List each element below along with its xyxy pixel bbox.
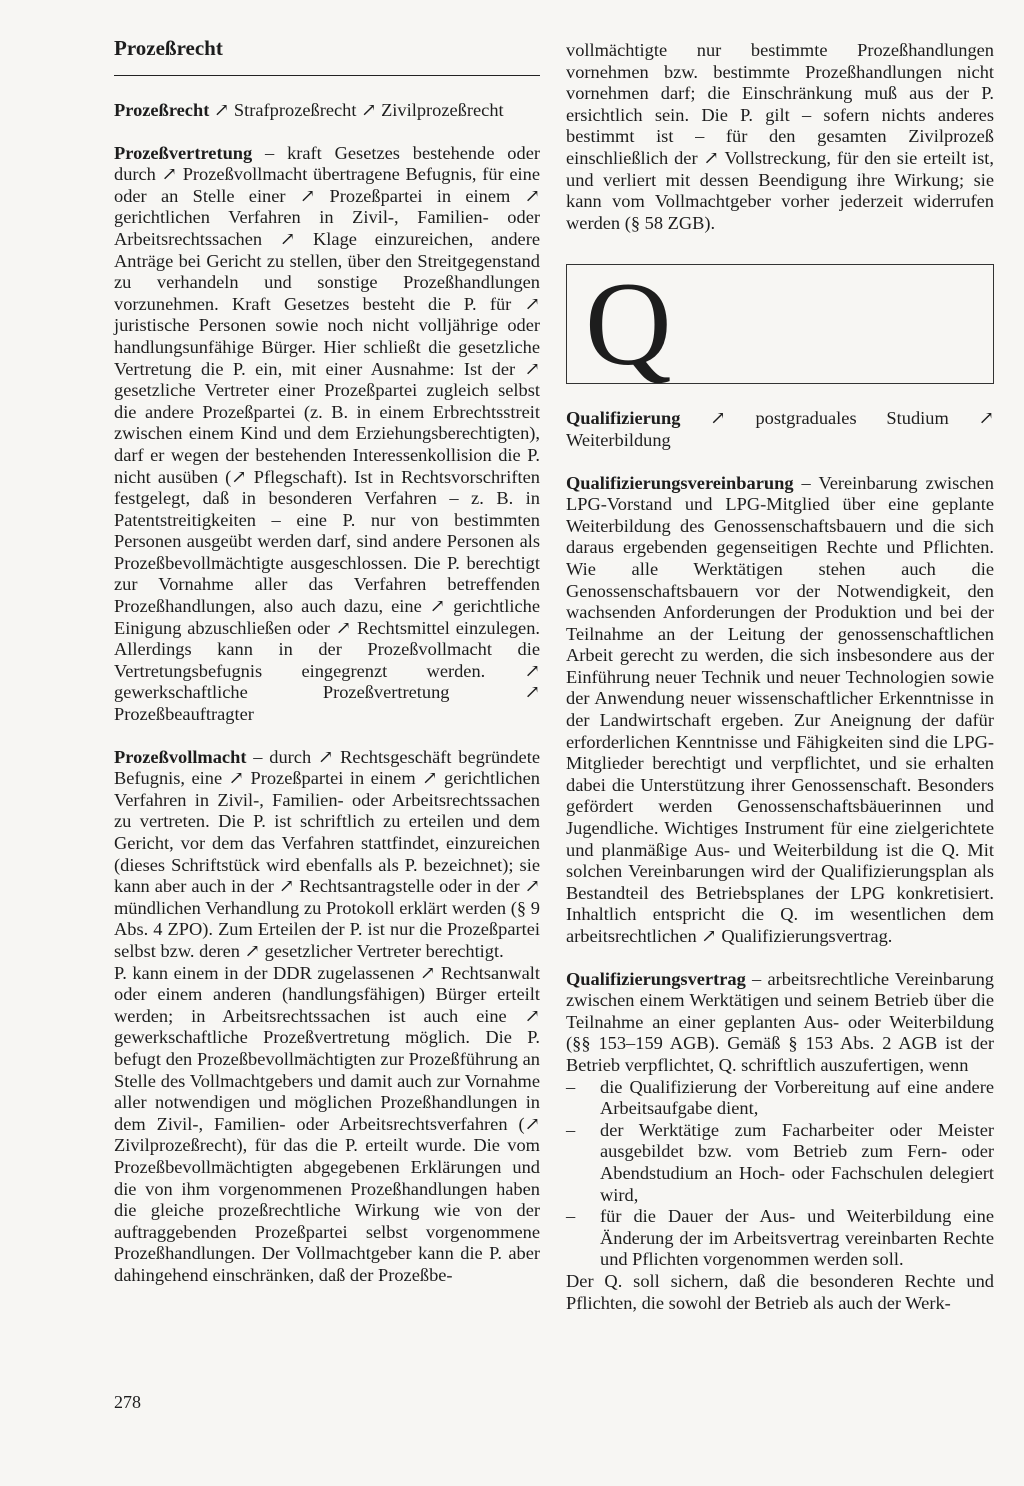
entry-prozessvollmacht [114, 747, 540, 1287]
entry-headword: Prozeßrecht [114, 100, 210, 120]
entry-headword: Prozeßvollmacht [114, 746, 247, 767]
entry-paragraph: P. kann einem in der DDR zugelassenen ↗ Rechtsanwalt oder einem anderen (handlungsfähigen) Bürger erteilt werden; in Arbeitsrechtssachen ist auch eine ↗ gewerkschaftliche Prozeßvertretung möglich. Die P. befugt den Prozeßbevollmächtigten zur Prozeßführung an Stelle des Vollmachtgebers und damit auch zur Vornahme aller notwendigen und möglichen Prozeßhandlungen in dem Zivil-, Familien- oder Arbeitsrechtsverfahren (↗ Zivilprozeßrecht), für das die P. erteilt wurde. Die vom Prozeßbevollmächtigten abgegebenen Erklärungen und die von ihm vorgenommenen Prozeßhandlungen haben die gleiche prozeßrechtliche Wirkung wie von der auftraggebenden Prozeßpartei selbst vorgenommene Prozeßhandlungen. Der Vollmachtgeber kann die P. aber dahingehend einschränken, daß der Prozeßbe- [114, 962, 540, 1285]
entry-prozessvertretung [114, 143, 540, 726]
right-column [566, 40, 994, 1335]
entry-text: – arbeitsrechtliche Vereinbarung zwischen einem Werktätigen und seinem Betrieb über die Teilnahme an einer geplanten Aus- oder Weiterbildung (§§ 153–159 AGB). Gemäß § 153 Abs. 2 AGB ist der Betrieb verpflichtet, Q. schriftlich auszufertigen, wenn [566, 968, 994, 1075]
entry-continuation [566, 40, 994, 234]
entry-qualifizierung [566, 408, 994, 451]
entry-qualifizierungsvertrag [566, 969, 994, 1315]
running-head: Prozeßrecht [114, 36, 223, 60]
list-item: – der Werktätige zum Facharbeiter oder Meister ausgebildet bzw. vom Betrieb zum Fern- oder Abendstudium an Hoch- oder Fachschulen delegiert wird, [566, 1120, 994, 1206]
entry-headword: Qualifizierung [566, 408, 681, 429]
condition-list [566, 1077, 994, 1271]
section-letter-box [566, 257, 994, 391]
entry-qualifizierungsvereinbarung [566, 473, 994, 948]
continuation-text: vollmächtigte nur bestimmte Prozeßhandlungen vornehmen bzw. bestimmte Prozeßhandlungen nicht vornehmen darf; die Einschränkung muß aus der P. ersichtlich sein. Die P. gilt – sofern nichts anderes bestimmt ist – für den gesamten Zivilprozeß einschließlich der ↗ Vollstreckung, für den sie erteilt ist, und verliert mit dessen Beendigung ihre Wirkung; sie kann vom Vollmachtgeber vorher jederzeit widerrufen werden (§ 58 ZGB). [566, 40, 994, 233]
entry-prozessrecht [114, 100, 540, 122]
entry-text: – kraft Gesetzes bestehende oder durch ↗ Prozeßvollmacht übertragene Befugnis, für eine oder an Stelle einer ↗ Prozeßpartei in einem ↗ gerichtlichen Verfahren in Zivil-, Familien- oder Arbeitsrechtssachen ↗ Klage einzureichen, andere Anträge bei Gericht zu stellen, über den Streitgegenstand zu verhandeln und sonstige Prozeßhandlungen vorzunehmen. Kraft Gesetzes besteht die P. für ↗ juristische Personen sowie noch nicht volljährige oder handlungsunfähige Bürger. Hier schließt die gesetzliche Vertretung die P. ein, mit einer Ausnahme: Ist der ↗ gesetzliche Vertreter einer Prozeßpartei zugleich selbst die andere Prozeßpartei (z. B. in einem Erbrechtsstreit zwischen einem Kind und dem Erziehungsberechtigten), darf er wegen der bestehenden Interessenkollision die P. nicht ausüben (↗ Pflegschaft). Ist in Rechtsvorschriften festgelegt, daß in besonderen Verfahren – z. B. in Patentstreitigkeiten – eine P. nur von bestimmten Personen ausgeübt werden darf, sind andere Personen als Prozeßbevollmächtigte ausgeschlossen. Die P. berechtigt zur Vornahme aller das Verfahren betreffenden Prozeßhandlungen, also auch dazu, eine ↗ gerichtliche Einigung abzuschließen oder ↗ Rechtsmittel einzulegen. Allerdings kann in der Prozeßvollmacht die Vertretungsbefugnis eingegrenzt werden. ↗ gewerkschaftliche Prozeßvertretung ↗ Prozeßbeauftragter [114, 142, 540, 725]
entry-text: – Vereinbarung zwischen LPG-Vorstand und LPG-Mitglied über eine geplante Weiterbildung des Genossenschaftsbauern und die sich daraus ergebenden gegenseitigen Rechte und Pflichten. Wie alle Werktätigen stehen auch die Genossenschaftsbauern vor der Notwendigkeit, den wachsenden Anforderungen der Produktion und bei der Teilnahme an der Leitung der genossenschaftlichen Arbeit gerecht zu werden, die sich insbesondere aus der Einführung neuer Technik und neuer Technologien sowie der Anwendung neuer wissenschaftlicher Erkenntnisse in der Landwirtschaft ergeben. Zur Aneignung der dafür erforderlichen Kenntnisse und Fähigkeiten sind die LPG-Mitglieder berechtigt und verpflichtet, und sie erhalten dabei die Unterstützung ihrer Genossenschaft. Besonders gefördert werden Genossenschaftsbäuerinnen und Jugendliche. Wichtiges Instrument für eine zielgerichtete und planmäßige Aus- und Weiterbildung ist die Q. Mit solchen Vereinbarungen wird der Qualifizierungsplan als Bestandteil des Betriebsplanes der LPG konkretisiert. Inhaltlich entspricht die Q. im wesentlichen dem arbeitsrechtlichen ↗ Qualifizierungsvertrag. [566, 472, 994, 946]
list-item: – für die Dauer der Aus- und Weiterbildung eine Änderung der im Arbeitsvertrag vereinbarten Rechte und Pflichten vorgenommen werden soll. [566, 1206, 994, 1271]
entry-text: ↗ Strafprozeßrecht ↗ Zivilprozeßrecht [209, 100, 504, 120]
entry-headword: Prozeßvertretung [114, 142, 253, 163]
entry-text: ↗ postgraduales Studium ↗ Weiterbildung [566, 408, 994, 450]
entry-headword: Qualifizierungsvereinbarung [566, 472, 794, 493]
entry-headword: Qualifizierungsvertrag [566, 968, 746, 989]
left-column [114, 100, 540, 1307]
entry-text: – durch ↗ Rechtsgeschäft begründete Befugnis, eine ↗ Prozeßpartei in einem ↗ gerichtlichen Verfahren in Zivil-, Familien- oder Arbeitsrechtssachen zu vertreten. Die P. ist schriftlich zu erteilen und dem Gericht, vor dem das Verfahren stattfindet, einzureichen (dieses Schriftstück wird ebenfalls als P. bezeichnet); sie kann aber auch in der ↗ Rechtsantragstelle oder in der ↗ mündlichen Verhandlung zu Protokoll erklärt werden (§ 9 Abs. 4 ZPO). Zum Erteilen der P. ist nur die Prozeßpartei selbst bzw. deren ↗ gesetzlicher Vertreter berechtigt. [114, 746, 540, 961]
page-number: 278 [114, 1392, 141, 1412]
header-rule [114, 75, 540, 76]
entry-paragraph: Der Q. soll sichern, daß die besonderen Rechte und Pflichten, die sowohl der Betrieb als auch der Werk- [566, 1270, 994, 1313]
section-letter: Q [585, 257, 672, 391]
list-item: – die Qualifizierung der Vorbereitung auf eine andere Arbeitsaufgabe dient, [566, 1077, 994, 1120]
